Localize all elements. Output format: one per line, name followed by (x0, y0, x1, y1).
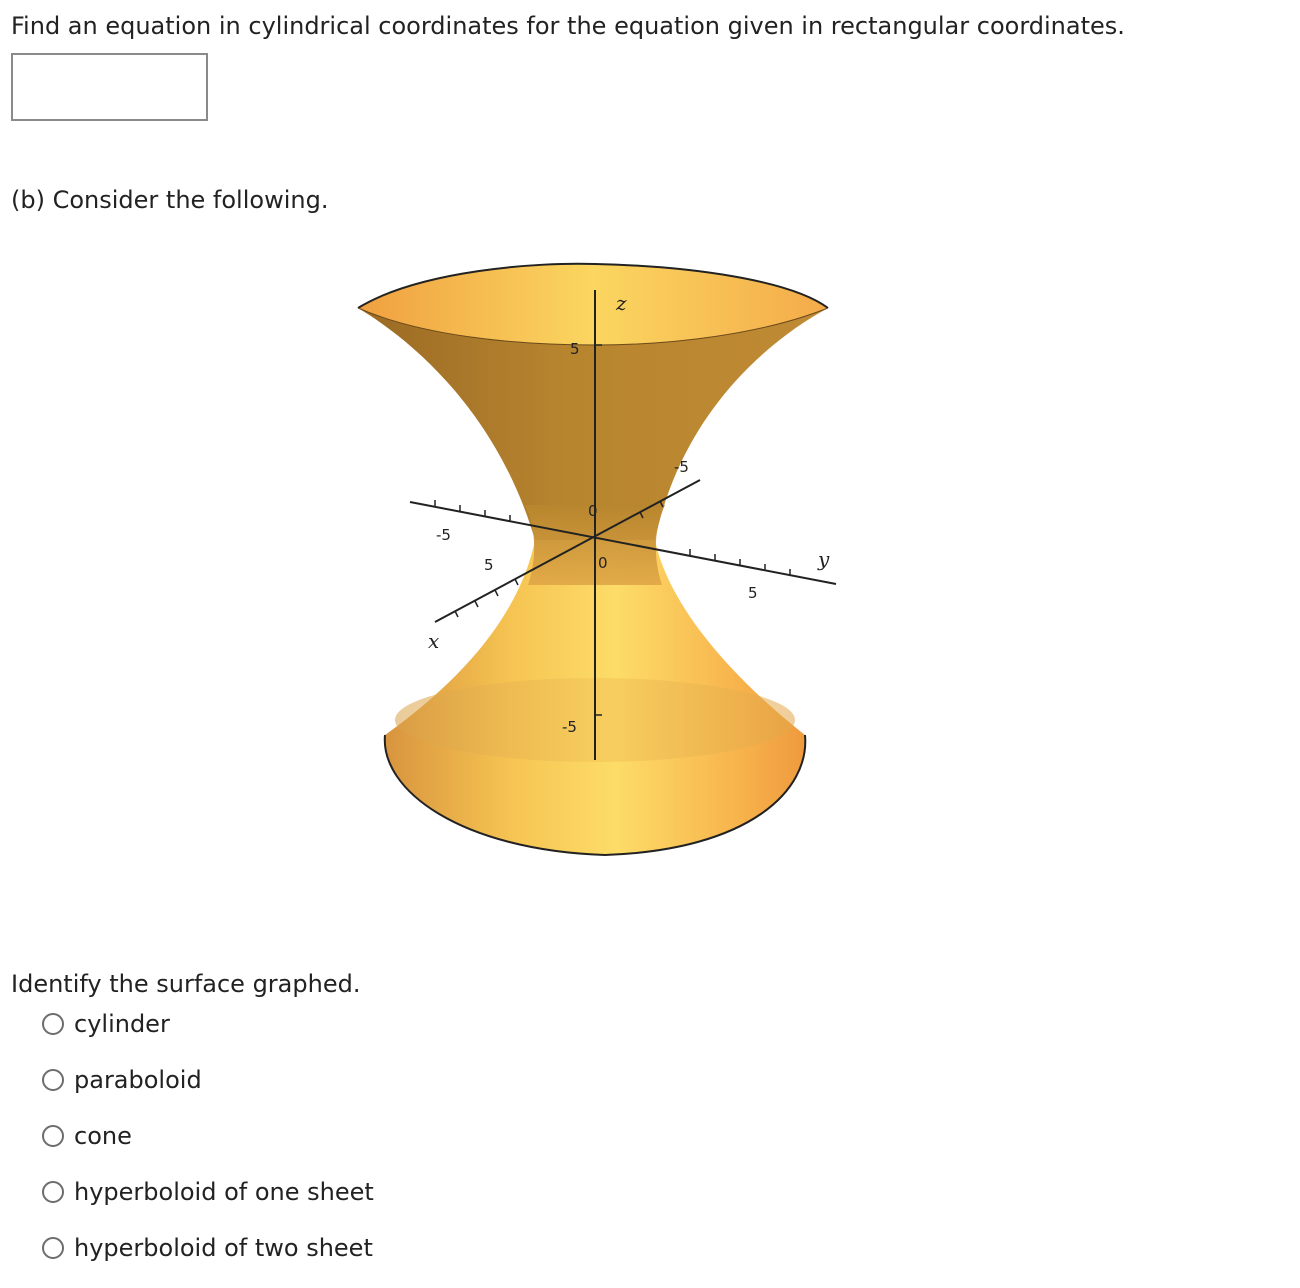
x-axis-label: x (428, 629, 440, 653)
option-label: hyperboloid of two sheet (74, 1234, 373, 1262)
surface-options (42, 1008, 374, 1288)
radio-button[interactable] (42, 1181, 64, 1203)
option-label: hyperboloid of one sheet (74, 1178, 374, 1206)
radio-button[interactable] (42, 1125, 64, 1147)
surface-question: Identify the surface graphed. (11, 970, 361, 998)
cylindrical-equation-answer-input[interactable] (11, 53, 208, 121)
question-prompt-part-a: Find an equation in cylindrical coordinates for the equation given in rectangular coordinates. (11, 12, 1125, 40)
y-tick-label-pos: 5 (748, 584, 758, 602)
x-tick-label-neg: -5 (436, 526, 451, 544)
option-hyperboloid-two-sheet[interactable] (42, 1232, 374, 1264)
hyperboloid-figure (340, 250, 860, 880)
option-label: cone (74, 1122, 132, 1150)
part-b-heading: (b) Consider the following. (11, 186, 329, 214)
option-cylinder[interactable] (42, 1008, 374, 1040)
option-label: paraboloid (74, 1066, 202, 1094)
z-tick-label-pos: 5 (570, 340, 580, 358)
x-tick-label-pos: 5 (484, 556, 494, 574)
radio-button[interactable] (42, 1069, 64, 1091)
z-axis-label: z (616, 291, 627, 315)
z-tick-label-zero: 0 (588, 502, 598, 520)
radio-button[interactable] (42, 1237, 64, 1259)
option-paraboloid[interactable] (42, 1064, 374, 1096)
z-tick-label-neg: -5 (562, 718, 577, 736)
origin-tick-label: 0 (598, 554, 608, 572)
y-tick-label-neg: -5 (674, 458, 689, 476)
hyperboloid-plot (340, 250, 860, 880)
option-hyperboloid-one-sheet[interactable] (42, 1176, 374, 1208)
option-cone[interactable] (42, 1120, 374, 1152)
option-label: cylinder (74, 1010, 170, 1038)
y-axis-label: y (818, 547, 830, 571)
radio-button[interactable] (42, 1013, 64, 1035)
